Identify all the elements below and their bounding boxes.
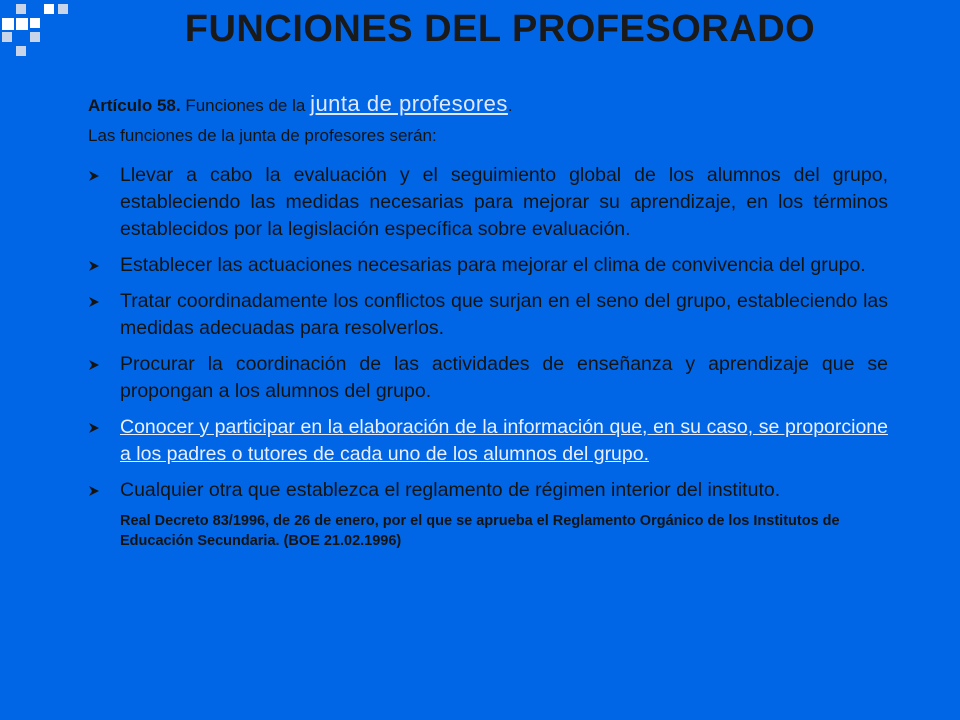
- slide-title: FUNCIONES DEL PROFESORADO: [184, 8, 816, 50]
- intro-text: Las funciones de la junta de profesores serán:: [88, 126, 437, 145]
- function-item: [88, 252, 888, 279]
- function-item-text: Tratar coordinadamente los conflictos que surjan en el seno del grupo, estableciendo las medidas adecuadas para resolverlos.: [120, 290, 888, 339]
- function-item: [88, 351, 888, 405]
- slide-content: [88, 90, 888, 551]
- function-item: [88, 162, 888, 243]
- function-item-link: [88, 414, 888, 468]
- article-number: Artículo 58.: [88, 96, 181, 115]
- arrowhead-bullet-icon: [88, 359, 100, 371]
- arrowhead-bullet-icon: [88, 260, 100, 272]
- informacion-padres-link[interactable]: Conocer y participar en la elaboración de la información que, en su caso, se proporcione a los padres o tutores de cada uno de los alumnos del grupo.: [120, 416, 888, 465]
- arrowhead-bullet-icon: [88, 170, 100, 182]
- function-item: [88, 477, 888, 504]
- function-item-text: Procurar la coordinación de las actividades de enseñanza y aprendizaje que se propongan a los alumnos del grupo.: [120, 353, 888, 402]
- arrowhead-bullet-icon: [88, 422, 100, 434]
- function-item: [88, 288, 888, 342]
- article-trailing: .: [507, 96, 513, 115]
- arrowhead-bullet-icon: [88, 296, 100, 308]
- arrowhead-bullet-icon: [88, 485, 100, 497]
- function-item-text: Llevar a cabo la evaluación y el seguimiento global de los alumnos del grupo, estableciendo las medidas necesarias para mejorar su aprendizaje, en los términos establecidos por la legislación específica sobre evaluación.: [120, 164, 888, 240]
- legal-citation: Real Decreto 83/1996, de 26 de enero, por el que se aprueba el Reglamento Orgánico de los Institutos de Educación Secundaria. (BOE 21.02.1996): [120, 513, 840, 549]
- functions-list: [88, 162, 888, 504]
- article-lead-text: Funciones de la: [180, 96, 311, 115]
- article-heading: [88, 90, 888, 120]
- junta-profesores-link[interactable]: junta de profesores: [310, 91, 508, 116]
- function-item-text: Cualquier otra que establezca el reglamento de régimen interior del instituto.: [120, 479, 781, 501]
- function-item-text: Establecer las actuaciones necesarias para mejorar el clima de convivencia del grupo.: [120, 254, 866, 276]
